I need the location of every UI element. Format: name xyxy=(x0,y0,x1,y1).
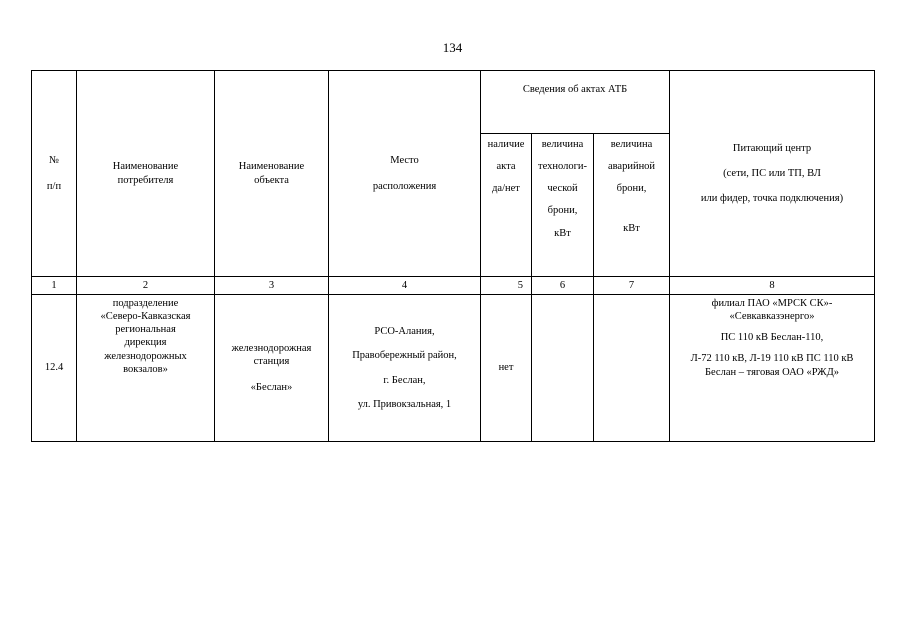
object-name: железнодорожная станция «Беслан» xyxy=(215,295,329,442)
header-tech-reserve: величина технологи- ческой брони, кВт xyxy=(532,134,594,277)
emergency-reserve xyxy=(594,295,670,442)
column-number: 7 xyxy=(594,277,670,295)
header-consumer-name: Наименование потребителя xyxy=(77,71,215,277)
column-number: 5 xyxy=(481,277,532,295)
location: РСО-Алания, Правобережный район, г. Беслан, ул. Привокзальная, 1 xyxy=(329,295,481,442)
power-center: филиал ПАО «МРСК СК»- «Севкавказэнерго» ПС 110 кВ Беслан-110, Л-72 110 кВ, Л-19 110 кВ ПС 110 кВ Беслан – тяговая ОАО «РЖД» xyxy=(670,295,875,442)
column-number: 6 xyxy=(532,277,594,295)
header-power-center: Питающий центр (сети, ПС или ТП, ВЛ или фидер, точка подключения) xyxy=(670,71,875,277)
column-number: 4 xyxy=(329,277,481,295)
header-location: Место расположения xyxy=(329,71,481,277)
header-number: № п/п xyxy=(32,71,77,277)
tech-reserve xyxy=(532,295,594,442)
consumer-table xyxy=(31,70,875,442)
column-numbers-row xyxy=(32,277,875,295)
header-act-presence: наличие акта да/нет xyxy=(481,134,532,277)
table-row xyxy=(32,295,875,442)
header-atb-group: Сведения об актах АТБ xyxy=(481,71,670,134)
act-presence: нет xyxy=(481,295,532,442)
header-object-name: Наименование объекта xyxy=(215,71,329,277)
page-number: 134 xyxy=(442,40,463,55)
row-number: 12.4 xyxy=(32,295,77,442)
consumer-name: подразделение «Северо-Кавказская региональная дирекция железнодорожных вокзалов» xyxy=(77,295,215,442)
column-number: 2 xyxy=(77,277,215,295)
column-number: 3 xyxy=(215,277,329,295)
column-number: 8 xyxy=(670,277,875,295)
column-number: 1 xyxy=(32,277,77,295)
header-emergency-reserve: величина аварийной брони, кВт xyxy=(594,134,670,277)
